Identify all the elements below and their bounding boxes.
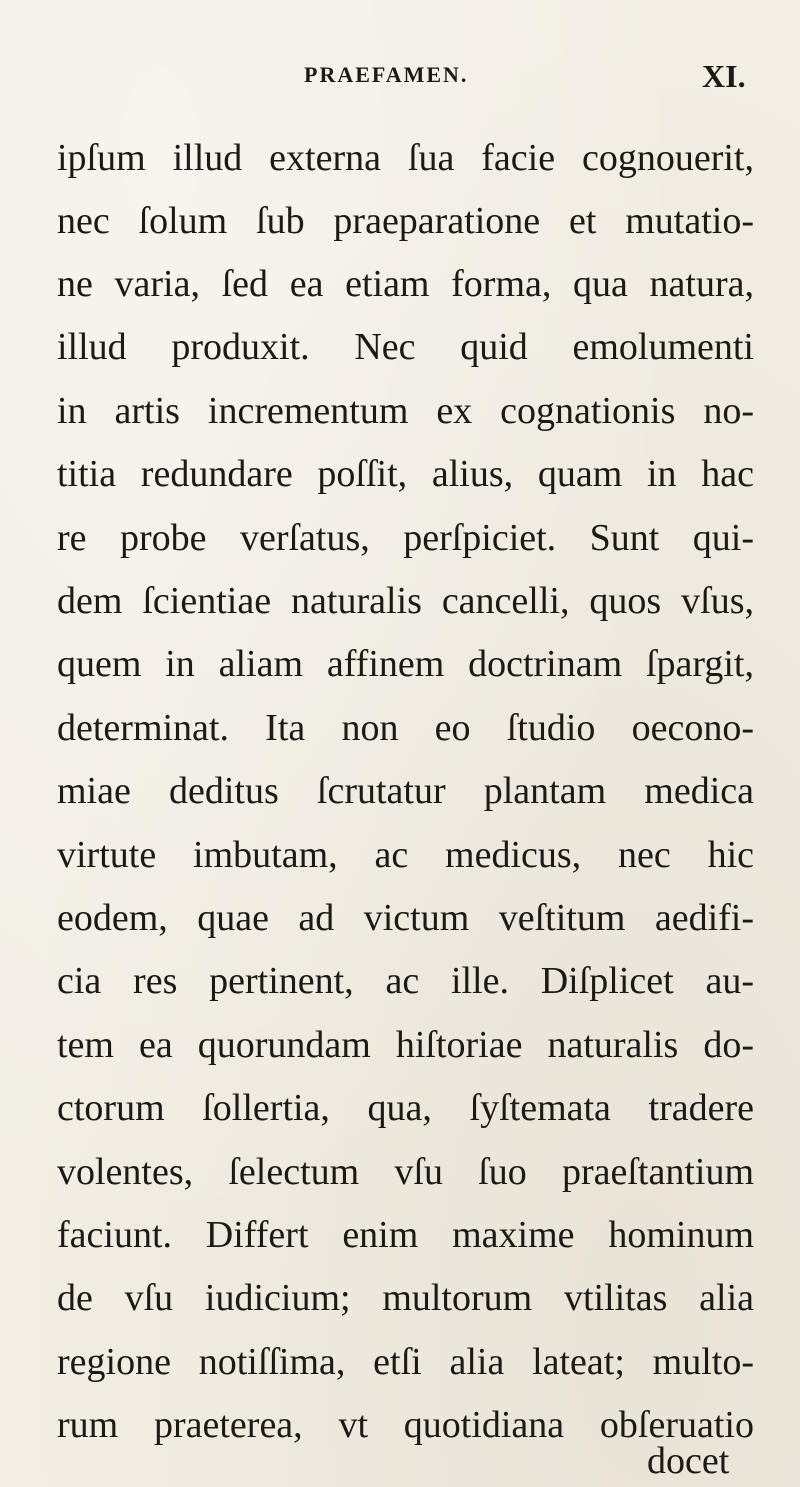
text-line: dem ſcientiae naturalis cancelli, quos vſus, — [57, 580, 754, 622]
catchword: docet — [647, 1440, 730, 1482]
text-line: regione notiſſima, etſi alia lateat; multo- — [57, 1341, 754, 1383]
text-line: cia res pertinent, ac ille. Diſplicet au- — [57, 960, 754, 1002]
text-line: quem in aliam affinem doctrinam ſpargit, — [57, 643, 754, 685]
text-line: miae deditus ſcrutatur plantam medica — [57, 770, 754, 812]
text-line: illud produxit. Nec quid emolumenti — [57, 326, 754, 368]
text-line: virtute imbutam, ac medicus, nec hic — [57, 834, 754, 876]
running-title: PRAEFAMEN. — [304, 62, 469, 87]
page-number: XI. — [702, 58, 746, 94]
text-line: re probe verſatus, perſpiciet. Sunt qui- — [57, 517, 754, 559]
text-line: volentes, ſelectum vſu ſuo praeſtantium — [57, 1151, 754, 1193]
text-line: in artis incrementum ex cognationis no- — [57, 390, 754, 432]
text-line: titia redundare poſſit, alius, quam in hac — [57, 453, 754, 495]
text-line: rum praeterea, vt quotidiana obſeruatio — [57, 1404, 754, 1446]
text-line: determinat. Ita non eo ſtudio oecono- — [57, 707, 754, 749]
text-line: nec ſolum ſub praeparatione et mutatio- — [57, 200, 754, 242]
text-line: tem ea quorundam hiſtoriae naturalis do- — [57, 1024, 754, 1066]
text-line: eodem, quae ad victum veſtitum aedifi- — [57, 897, 754, 939]
text-line: ipſum illud externa ſua facie cognouerit, — [57, 137, 754, 179]
text-line: faciunt. Differt enim maxime hominum — [57, 1214, 754, 1256]
text-line: ctorum ſollertia, qua, ſyſtemata tradere — [57, 1087, 754, 1129]
text-line: de vſu iudicium; multorum vtilitas alia — [57, 1277, 754, 1319]
text-line: ne varia, ſed ea etiam forma, qua natura, — [57, 263, 754, 305]
